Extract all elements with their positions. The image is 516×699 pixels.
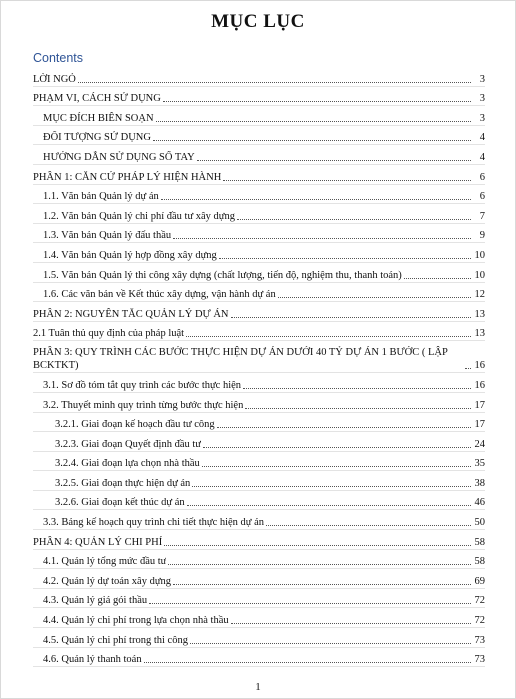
toc-entry[interactable] [33,341,485,373]
toc-entry-title: 4.1. Quản lý tổng mức đầu tư [43,556,167,568]
toc-entry-page: 3 [479,112,485,124]
toc-entry-title: 2.1 Tuân thủ quy định của pháp luật [33,328,185,340]
dot-leader [231,622,471,624]
toc-entry-page: 72 [474,595,485,607]
dot-leader [465,367,471,369]
toc-entry-page: 7 [479,210,485,222]
toc-entry-title: 4.3. Quản lý giá gói thầu [43,595,148,607]
toc-entry-page: 73 [474,634,485,646]
dot-leader [164,544,471,546]
toc-entry[interactable] [33,550,485,570]
toc-entry[interactable] [33,243,485,263]
toc-entry-title: 4.5. Quản lý chi phí trong thi công [43,634,188,646]
toc-entry[interactable] [33,491,485,511]
table-of-contents [33,67,485,667]
dot-leader [190,642,471,644]
dot-leader [197,159,471,161]
toc-entry[interactable] [33,126,485,146]
dot-leader [173,583,471,585]
toc-entry-title: 1.1. Văn bản Quản lý dự án [43,191,159,203]
toc-entry-title: PHẠM VI, CÁCH SỬ DỤNG [33,93,161,105]
toc-entry-title: 1.5. Văn bản Quản lý thi công xây dựng (chất lượng, tiến độ, nghiệm thu, thanh toán) [43,269,402,281]
toc-entry-title: 4.6. Quản lý thanh toán [43,654,142,666]
toc-entry-title: PHẦN 3: QUY TRÌNH CÁC BƯỚC THỰC HIỆN DỰ ÁN DƯỚI 40 TỶ DỰ ÁN 1 BƯỚC ( LẬP BCKTKT) [33,347,448,372]
dot-leader [266,524,471,526]
dot-leader [163,100,471,102]
toc-entry[interactable] [33,87,485,107]
toc-entry[interactable] [33,648,485,668]
toc-entry[interactable] [33,569,485,589]
toc-entry-title: PHẦN 4: QUẢN LÝ CHI PHÍ [33,536,163,548]
toc-entry-page: 35 [474,458,485,470]
toc-entry-title: 1.3. Văn bản Quản lý đấu thầu [43,230,172,242]
toc-entry-page: 69 [474,575,485,587]
toc-entry-title: LỜI NGỎ [33,73,76,85]
toc-entry[interactable] [33,302,485,322]
toc-entry-page: 10 [474,249,485,261]
toc-entry-page: 72 [474,615,485,627]
toc-entry-title: MỤC ĐÍCH BIÊN SOẠN [43,112,154,124]
dot-leader [149,602,471,604]
toc-entry[interactable] [33,204,485,224]
toc-entry[interactable] [33,530,485,550]
toc-entry[interactable] [33,413,485,433]
toc-entry-title: 3.1. Sơ đồ tóm tắt quy trình các bước thực hiện [43,379,242,391]
toc-entry[interactable] [33,67,485,87]
toc-entry[interactable] [33,165,485,185]
toc-entry[interactable] [33,283,485,303]
dot-leader [144,661,471,663]
toc-entry[interactable] [33,452,485,472]
dot-leader [231,316,472,318]
toc-entry[interactable] [33,589,485,609]
dot-leader [237,218,471,220]
toc-entry[interactable] [33,373,485,393]
toc-entry-page: 73 [474,654,485,666]
toc-entry-page: 3 [479,73,485,85]
toc-entry-title: 3.2.5. Giai đoạn thực hiện dự án [55,477,191,489]
toc-entry-page: 3 [479,93,485,105]
dot-leader [243,387,471,389]
toc-entry[interactable] [33,393,485,413]
dot-leader [173,237,471,239]
dot-leader [217,426,471,428]
toc-entry-title: ĐỐI TƯỢNG SỬ DỤNG [43,132,151,144]
toc-entry-page: 24 [474,438,485,450]
dot-leader [187,504,471,506]
toc-entry-page: 58 [474,556,485,568]
toc-entry-page: 16 [474,360,485,372]
dot-leader [78,81,471,83]
toc-entry-page: 13 [474,328,485,340]
toc-entry-title: 3.2.4. Giai đoạn lựa chọn nhà thầu [55,458,200,470]
toc-entry-page: 6 [479,171,485,183]
toc-entry[interactable] [33,145,485,165]
dot-leader [223,179,471,181]
dot-leader [202,465,471,467]
toc-entry[interactable] [33,608,485,628]
toc-entry-page: 16 [474,379,485,391]
dot-leader [245,407,471,409]
toc-entry[interactable] [33,263,485,283]
toc-entry[interactable] [33,471,485,491]
toc-entry-page: 6 [479,191,485,203]
toc-entry-title: PHẦN 2: NGUYÊN TẮC QUẢN LÝ DỰ ÁN [33,308,229,320]
toc-entry-page: 58 [474,536,485,548]
toc-entry-page: 17 [474,419,485,431]
toc-entry-title: 3.2.1. Giai đoạn kế hoạch đầu tư công [55,419,215,431]
toc-entry[interactable] [33,628,485,648]
toc-entry-page: 50 [474,517,485,529]
toc-entry-title: 4.4. Quản lý chi phí trong lựa chọn nhà thầu [43,615,229,627]
toc-entry-title: 1.2. Văn bản Quản lý chi phí đầu tư xây dựng [43,210,235,222]
toc-entry-page: 9 [479,230,485,242]
toc-entry-page: 10 [474,269,485,281]
document-title: MỤC LỤC [211,11,305,32]
toc-entry-title: 3.3. Bảng kế hoạch quy trình chi tiết thực hiện dự án [43,517,265,529]
toc-entry-title: 3.2.6. Giai đoạn kết thúc dự án [55,497,185,509]
dot-leader [192,485,471,487]
toc-entry-title: 3.2.3. Giai đoạn Quyết định đầu tư [55,438,201,450]
contents-heading: Contents [33,51,84,65]
toc-entry-title: 4.2. Quản lý dự toán xây dựng [43,575,172,587]
dot-leader [404,277,471,279]
dot-leader [168,563,471,565]
toc-entry-page: 17 [474,399,485,411]
toc-entry-page: 46 [474,497,485,509]
dot-leader [153,139,471,141]
toc-entry-title: PHẦN 1: CĂN CỨ PHÁP LÝ HIỆN HÀNH [33,171,222,183]
toc-entry-title: 1.4. Văn bản Quản lý hợp đồng xây dựng [43,249,217,261]
toc-entry[interactable] [33,322,485,342]
toc-entry[interactable] [33,185,485,205]
toc-entry[interactable] [33,432,485,452]
dot-leader [278,296,471,298]
toc-entry-page: 12 [474,289,485,301]
toc-entry[interactable] [33,224,485,244]
toc-entry-page: 13 [474,308,485,320]
toc-entry-page: 4 [479,132,485,144]
toc-entry[interactable] [33,106,485,126]
toc-entry-page: 38 [474,477,485,489]
toc-entry-page: 4 [479,151,485,163]
dot-leader [186,335,471,337]
toc-entry-title: 3.2. Thuyết minh quy trình từng bước thực hiện [43,399,244,411]
toc-entry-title: HƯỚNG DẪN SỬ DỤNG SỔ TAY [43,151,195,163]
page-number: 1 [255,681,261,693]
toc-entry-title: 1.6. Các văn bản về Kết thúc xây dựng, vận hành dự án [43,289,276,301]
toc-entry[interactable] [33,510,485,530]
dot-leader [156,120,471,122]
dot-leader [219,257,471,259]
dot-leader [161,198,471,200]
dot-leader [203,446,471,448]
